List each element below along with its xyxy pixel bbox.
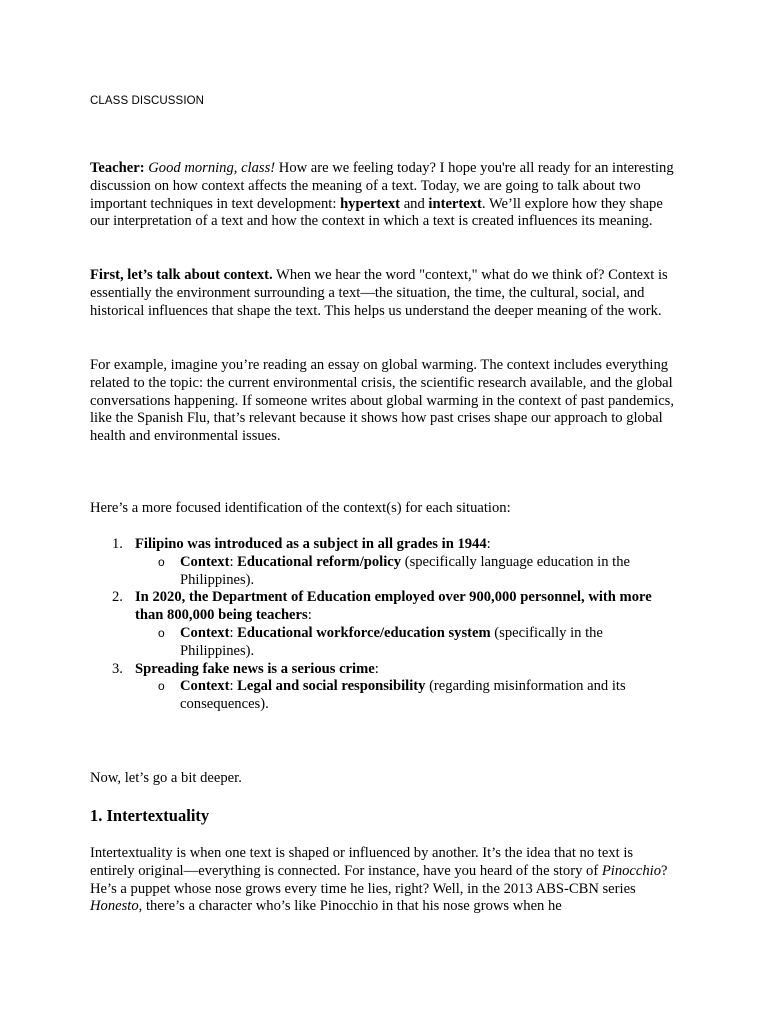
context-item bbox=[135, 678, 680, 714]
context-note: (specifically language education in the Philippines). bbox=[180, 553, 631, 588]
context-label: Context bbox=[180, 678, 230, 695]
context-item bbox=[135, 625, 680, 661]
context-separator: : bbox=[229, 624, 238, 641]
context-item bbox=[135, 554, 680, 590]
context-sublist bbox=[135, 554, 680, 590]
context-paragraph bbox=[90, 267, 680, 320]
intertext-text-3: , there’s a character who’s like Pinocchio in that his nose grows when he bbox=[138, 898, 562, 915]
greeting-text: Good morning, class! bbox=[148, 160, 276, 176]
context-sublist bbox=[135, 678, 680, 714]
context-label: Context bbox=[180, 624, 230, 641]
bullet-icon: o bbox=[158, 554, 165, 569]
context-note: (specifically in the Philippines). bbox=[180, 624, 603, 659]
item-number: 1. bbox=[112, 536, 123, 552]
bullet-icon: o bbox=[158, 679, 165, 694]
intro-and: and bbox=[400, 195, 429, 212]
focus-intro: Here’s a more focused identification of the context(s) for each situation: bbox=[90, 500, 511, 516]
context-value: Educational reform/policy bbox=[237, 553, 402, 570]
term-hypertext: hypertext bbox=[340, 195, 401, 212]
context-separator: : bbox=[229, 678, 238, 695]
situation-title: Spreading fake news is a serious crime bbox=[135, 660, 375, 677]
title-honesto: Honesto bbox=[90, 898, 139, 915]
intertextuality-paragraph bbox=[90, 845, 680, 916]
item-number: 3. bbox=[112, 660, 123, 677]
intertext-text-2: ? He’s a puppet whose nose grows every time he lies, right? Well, in the 2013 ABS-CBN series bbox=[90, 862, 668, 897]
context-sublist bbox=[135, 625, 680, 661]
example-paragraph: For example, imagine you’re reading an essay on global warming. The context includes everything related to the topic: the current environmental crisis, the scientific research available, and the global conversations happening. If someone writes about global warming in the context of past pandemics, like the Spanish Flu, that’s relevant because it shows how past crises shape our approach to global health and environmental issues. bbox=[90, 357, 675, 445]
transition-text: Now, let’s go a bit deeper. bbox=[90, 770, 242, 786]
term-intertext: intertext bbox=[428, 195, 482, 212]
intro-paragraph bbox=[90, 160, 680, 231]
document-header: CLASS DISCUSSION bbox=[90, 95, 205, 107]
context-value: Educational workforce/education system bbox=[237, 624, 491, 641]
intro-text-2: . We’ll explore how they shape our interpretation of a text and how the context in which a text is created influences its meaning. bbox=[90, 195, 663, 230]
situation-title: In 2020, the Department of Education employed over 900,000 personnel, with more than 800,000 being teachers bbox=[135, 589, 652, 624]
title-pinocchio: Pinocchio bbox=[601, 862, 662, 879]
situation-item bbox=[90, 661, 680, 714]
context-note: (regarding misinformation and its consequences). bbox=[180, 678, 626, 713]
context-separator: : bbox=[229, 553, 238, 570]
context-label: Context bbox=[180, 553, 230, 570]
situations-list bbox=[90, 536, 680, 714]
context-lead: First, let’s talk about context. bbox=[90, 267, 273, 283]
intertext-text-1: Intertextuality is when one text is shaped or influenced by another. It’s the idea that no text is entirely original—everything is connected. For instance, have you heard of the story of bbox=[90, 845, 634, 879]
colon: : bbox=[374, 660, 379, 677]
situation-title: Filipino was introduced as a subject in all grades in 1944 bbox=[135, 536, 487, 552]
situation-item bbox=[90, 589, 680, 660]
item-number: 2. bbox=[112, 589, 123, 606]
situation-item bbox=[90, 536, 680, 589]
colon: : bbox=[307, 607, 312, 624]
colon: : bbox=[486, 536, 491, 552]
context-text: When we hear the word "context," what do we think of? Context is essentially the environment surrounding a text—the situation, the time, the cultural, social, and historical influences that shape the text. This helps us understand the deeper meaning of the work. bbox=[90, 267, 668, 319]
bullet-icon: o bbox=[158, 625, 165, 640]
intro-text-1: How are we feeling today? I hope you're all ready for an interesting discussion on how context affects the meaning of a text. Today, we are going to talk about two important techniques in text development: bbox=[90, 160, 674, 212]
speaker-label: Teacher: bbox=[90, 160, 145, 176]
context-value: Legal and social responsibility bbox=[237, 678, 426, 695]
section-heading: 1. Intertextuality bbox=[90, 806, 210, 825]
